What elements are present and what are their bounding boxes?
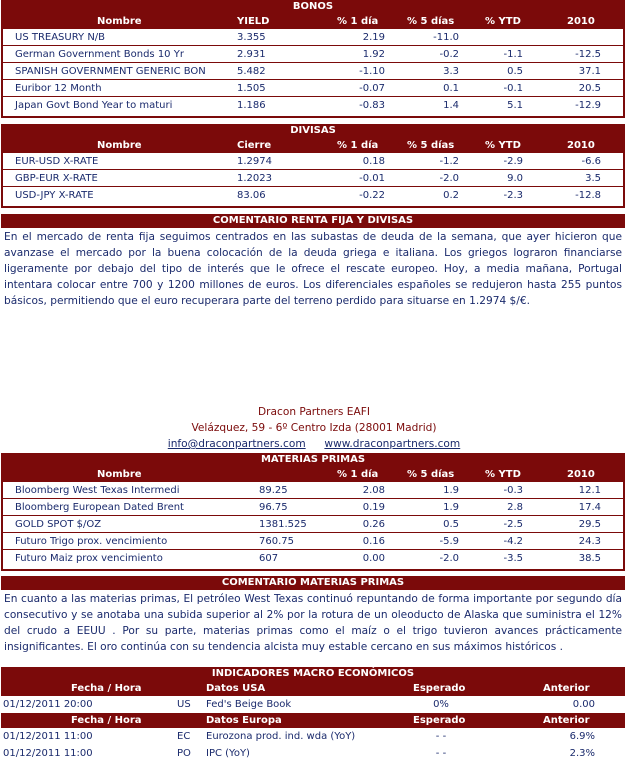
cell-name: US TREASURY N/B	[15, 32, 106, 43]
col-2010: 2010	[567, 16, 595, 27]
cell-yield: 5.482	[237, 66, 266, 77]
cell-indicator: Fed's Beige Book	[206, 699, 292, 710]
col-nombre: Nombre	[97, 140, 142, 151]
cell-price: 96.75	[259, 502, 288, 513]
email-link[interactable]: info@draconpartners.com	[167, 438, 306, 450]
cell-ytd: -2.3	[503, 190, 523, 201]
cell-2010: 37.1	[578, 66, 601, 77]
cell-ytd: -2.9	[503, 156, 523, 167]
bonos-section	[1, 0, 625, 118]
cell-1dia: 2.19	[362, 32, 385, 43]
cell-anterior: 6.9%	[569, 731, 595, 742]
cell-price: 607	[259, 553, 279, 564]
cell-5dias: -11.0	[433, 32, 459, 43]
col-datos-europa: Datos Europa	[206, 715, 282, 726]
cell-5dias: 1.9	[443, 502, 459, 513]
col-datos-usa: Datos USA	[206, 683, 266, 694]
cell-1dia: -1.10	[359, 66, 385, 77]
col-nombre: Nombre	[97, 16, 142, 27]
col-2010: 2010	[567, 140, 595, 151]
cell-1dia: -0.83	[359, 100, 385, 111]
table-row	[3, 516, 623, 533]
cell-price: 760.75	[259, 536, 294, 547]
cell-2010: 24.3	[578, 536, 601, 547]
divisas-header-row	[1, 138, 625, 153]
cell-2010: 38.5	[578, 553, 601, 564]
col-ytd: % YTD	[485, 140, 521, 151]
cell-yield: 2.931	[237, 49, 266, 60]
company-footer	[0, 404, 628, 452]
materias-title: MATERIAS PRIMAS	[1, 453, 625, 467]
cell-ytd: -0.1	[503, 83, 523, 94]
table-row	[3, 482, 623, 499]
cell-ytd: 2.8	[507, 502, 523, 513]
cell-ytd: -4.2	[503, 536, 523, 547]
cell-indicator: IPC (YoY)	[206, 748, 250, 759]
cell-1dia: -0.07	[359, 83, 385, 94]
cell-5dias: -2.0	[439, 553, 459, 564]
col-5dias: % 5 días	[407, 469, 455, 480]
macro-section	[1, 667, 625, 762]
divisas-section	[1, 124, 625, 208]
cell-ytd: 5.1	[507, 100, 523, 111]
cell-1dia: 0.00	[362, 553, 385, 564]
macro-title: INDICADORES MACRO ECONÓMICOS	[1, 667, 625, 681]
cell-anterior: 2.3%	[569, 748, 595, 759]
bonos-header-row	[1, 14, 625, 29]
comentario-materias-title: COMENTARIO MATERIAS PRIMAS	[1, 576, 625, 590]
cell-name: Japan Govt Bond Year to maturi	[15, 100, 173, 111]
cell-2010: 29.5	[578, 519, 601, 530]
company-address: Velázquez, 59 - 6º Centro Izda (28001 Madrid)	[191, 422, 437, 434]
col-5dias: % 5 días	[407, 16, 455, 27]
col-2010: 2010	[567, 469, 595, 480]
table-row	[3, 63, 623, 80]
cell-1dia: 0.19	[362, 502, 385, 513]
cell-1dia: -0.22	[359, 190, 385, 201]
cell-5dias: -2.0	[439, 173, 459, 184]
cell-cierre: 83.06	[237, 190, 266, 201]
comentario-renta-section	[1, 214, 625, 310]
cell-5dias: 3.3	[443, 66, 459, 77]
cell-price: 89.25	[259, 485, 288, 496]
cell-ytd: -1.1	[503, 49, 523, 60]
col-esperado: Esperado	[413, 715, 466, 726]
cell-country: US	[177, 699, 191, 710]
cell-1dia: 1.92	[362, 49, 385, 60]
cell-esperado: 0%	[433, 699, 449, 710]
cell-2010: 12.1	[578, 485, 601, 496]
col-fecha: Fecha / Hora	[71, 715, 142, 726]
cell-name: Bloomberg West Texas Intermedi	[15, 485, 180, 496]
cell-price: 1381.525	[259, 519, 307, 530]
divisas-table	[1, 153, 625, 208]
cell-1dia: 0.16	[362, 536, 385, 547]
col-cierre: Cierre	[237, 140, 272, 151]
web-link[interactable]: www.draconpartners.com	[324, 438, 461, 450]
col-anterior: Anterior	[543, 683, 590, 694]
table-row	[1, 696, 625, 713]
cell-esperado: - -	[435, 731, 447, 742]
cell-name: EUR-USD X-RATE	[15, 156, 99, 167]
table-row	[3, 29, 623, 46]
cell-country: EC	[177, 731, 191, 742]
table-row	[1, 728, 625, 745]
cell-5dias: 1.9	[443, 485, 459, 496]
cell-name: Bloomberg European Dated Brent	[15, 502, 184, 513]
cell-ytd: 0.5	[507, 66, 523, 77]
cell-country: PO	[177, 748, 191, 759]
cell-cierre: 1.2974	[237, 156, 272, 167]
cell-name: Futuro Trigo prox. vencimiento	[15, 536, 168, 547]
col-ytd: % YTD	[485, 16, 521, 27]
cell-ytd: -2.5	[503, 519, 523, 530]
cell-esperado: - -	[435, 748, 447, 759]
cell-fecha: 01/12/2011 20:00	[3, 699, 93, 710]
table-row	[3, 550, 623, 567]
macro-usa-header	[1, 681, 625, 696]
col-1dia: % 1 día	[337, 469, 379, 480]
cell-5dias: 0.5	[443, 519, 459, 530]
col-ytd: % YTD	[485, 469, 521, 480]
cell-5dias: -1.2	[439, 156, 459, 167]
table-row	[3, 46, 623, 63]
cell-ytd: -3.5	[503, 553, 523, 564]
col-nombre: Nombre	[97, 469, 142, 480]
cell-yield: 1.186	[237, 100, 266, 111]
cell-2010: -12.5	[575, 49, 601, 60]
col-5dias: % 5 días	[407, 140, 455, 151]
bonos-table	[1, 29, 625, 118]
comentario-renta-text: En el mercado de renta fija seguimos centrados en las subastas de deuda de la semana, que ayer hicieron que avanzase el mercado por la buena colocación de la deuda griega e italiana. Los griegos lograron financiarse ligeramente por debajo del tipo de interés que le ofrece el rescate europeo. Hoy, a media mañana, Portugal intentara colocar entre 700 y 1200 millones de euros. Los diferenciales españoles se redujeron hasta 255 puntos básicos, permitiendo que el euro recuperara parte del terreno perdido para situarse en 1.2974 $/€.	[4, 231, 622, 307]
cell-2010: 3.5	[585, 173, 601, 184]
cell-ytd: 9.0	[507, 173, 523, 184]
cell-5dias: 0.1	[443, 83, 459, 94]
table-row	[3, 153, 623, 170]
cell-name: Futuro Maiz prox vencimiento	[15, 553, 163, 564]
cell-fecha: 01/12/2011 11:00	[3, 731, 93, 742]
divisas-title: DIVISAS	[1, 124, 625, 138]
cell-1dia: 0.18	[362, 156, 385, 167]
cell-cierre: 1.2023	[237, 173, 272, 184]
cell-yield: 3.355	[237, 32, 266, 43]
cell-name: SPANISH GOVERNMENT GENERIC BON	[15, 66, 206, 77]
cell-name: GOLD SPOT $/OZ	[15, 519, 102, 530]
cell-1dia: 0.26	[362, 519, 385, 530]
company-contacts	[0, 436, 628, 452]
company-name: Dracon Partners EAFI	[258, 406, 370, 418]
cell-5dias: 0.2	[443, 190, 459, 201]
comentario-materias-text: En cuanto a las materias primas, El petróleo West Texas continuó repuntando de forma importante por segundo día consecutivo y se anotaba una subida superior al 2% por la rotura de un oleoducto de Alaska que suministra el 12% del crudo a EEUU . Por su parte, materias primas como el maíz o el trigo tuvieron avances prácticamente insignificantes. El oro continúa con su tendencia alcista muy estable cercano en sus máximos históricos .	[4, 593, 622, 653]
table-row	[3, 187, 623, 204]
col-esperado: Esperado	[413, 683, 466, 694]
cell-yield: 1.505	[237, 83, 266, 94]
cell-indicator: Eurozona prod. ind. wda (YoY)	[206, 731, 356, 742]
materias-table	[1, 482, 625, 571]
table-row	[3, 499, 623, 516]
macro-eu-header	[1, 713, 625, 728]
table-row	[3, 97, 623, 114]
col-anterior: Anterior	[543, 715, 590, 726]
col-1dia: % 1 día	[337, 140, 379, 151]
cell-ytd: -0.3	[503, 485, 523, 496]
table-row	[3, 80, 623, 97]
cell-2010: -12.9	[575, 100, 601, 111]
col-fecha: Fecha / Hora	[71, 683, 142, 694]
cell-name: GBP-EUR X-RATE	[15, 173, 98, 184]
table-row	[1, 745, 625, 762]
cell-name: Euribor 12 Month	[15, 83, 102, 94]
comentario-renta-title: COMENTARIO RENTA FIJA Y DIVISAS	[1, 214, 625, 228]
table-row	[3, 533, 623, 550]
materias-section	[1, 453, 625, 571]
cell-2010: 17.4	[578, 502, 601, 513]
cell-name: USD-JPY X-RATE	[15, 190, 94, 201]
cell-anterior: 0.00	[572, 699, 595, 710]
cell-2010: -6.6	[581, 156, 601, 167]
cell-name: German Government Bonds 10 Yr	[15, 49, 184, 60]
materias-header-row	[1, 467, 625, 482]
cell-5dias: -0.2	[439, 49, 459, 60]
cell-2010: 20.5	[578, 83, 601, 94]
table-row	[3, 170, 623, 187]
cell-1dia: -0.01	[359, 173, 385, 184]
cell-fecha: 01/12/2011 11:00	[3, 748, 93, 759]
cell-5dias: -5.9	[439, 536, 459, 547]
col-1dia: % 1 día	[337, 16, 379, 27]
comentario-materias-section	[1, 576, 625, 656]
cell-2010: -12.8	[575, 190, 601, 201]
cell-1dia: 2.08	[362, 485, 385, 496]
cell-5dias: 1.4	[443, 100, 459, 111]
bonos-title: BONOS	[1, 0, 625, 14]
col-yield: YIELD	[237, 16, 270, 27]
